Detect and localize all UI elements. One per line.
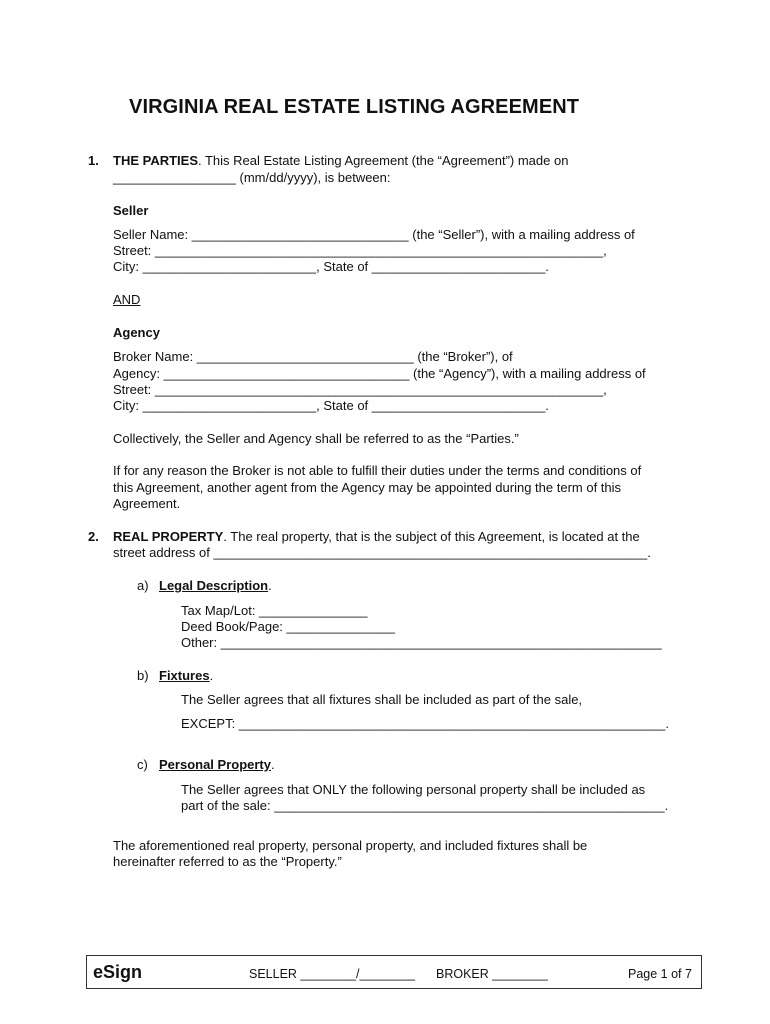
document-title: VIRGINIA REAL ESTATE LISTING AGREEMENT	[129, 96, 580, 118]
agency-heading: Agency	[113, 325, 160, 340]
legal-description-period: .	[268, 578, 272, 593]
fixtures-heading	[159, 668, 213, 684]
broker-substitution-line-1: If for any reason the Broker is not able to fulfill their duties under the terms and conditions of	[113, 463, 642, 478]
broker-substitution-line-2: this Agreement, another agent from the Agency may be appointed during the term of this	[113, 480, 622, 495]
other-description-field[interactable]: Other: _____________________________________________________________	[181, 635, 662, 650]
legal-description-label: Legal Description	[159, 578, 269, 593]
property-definition-line-2: hereinafter referred to as the “Property.”	[113, 854, 342, 869]
agreement-date-field[interactable]: _________________ (mm/dd/yyyy), is between:	[113, 170, 391, 185]
page-number: Page 1 of 7	[628, 967, 692, 981]
section-2-number: 2.	[88, 529, 99, 544]
seller-street-field[interactable]: Street: ______________________________________________________________,	[113, 243, 607, 258]
property-address-field[interactable]: street address of ____________________________________________________________.	[113, 545, 651, 560]
personal-property-field[interactable]: part of the sale: ______________________________________________________.	[181, 798, 669, 813]
personal-property-label: Personal Property	[159, 757, 271, 772]
subsection-a-marker: a)	[137, 578, 149, 593]
subsection-c-marker: c)	[137, 757, 148, 772]
seller-city-state-field[interactable]: City: ________________________, State of ________________________.	[113, 259, 549, 274]
deed-book-page-field[interactable]: Deed Book/Page: _______________	[181, 619, 395, 634]
agency-city-state-field[interactable]: City: ________________________, State of ________________________.	[113, 398, 549, 413]
seller-initials-field[interactable]: SELLER ________/________	[249, 967, 416, 981]
section-1-intro	[113, 153, 568, 169]
and-separator: AND	[113, 292, 141, 307]
personal-property-heading	[159, 757, 275, 773]
parties-definition: Collectively, the Seller and Agency shall be referred to as the “Parties.”	[113, 431, 519, 446]
section-1-heading: THE PARTIES	[113, 153, 198, 168]
esign-logo: eSign	[93, 962, 143, 982]
fixtures-except-field[interactable]: EXCEPT: ___________________________________________________________.	[181, 716, 669, 731]
legal-description-heading	[159, 578, 272, 594]
fixtures-label: Fixtures	[159, 668, 210, 683]
seller-name-field[interactable]: Seller Name: ______________________________ (the “Seller”), with a mailing address of	[113, 227, 635, 242]
broker-name-field[interactable]: Broker Name: ______________________________ (the “Broker”), of	[113, 349, 513, 364]
personal-property-text: The Seller agrees that ONLY the following personal property shall be included as	[181, 782, 646, 797]
agency-name-field[interactable]: Agency: __________________________________ (the “Agency”), with a mailing address of	[113, 366, 646, 381]
section-2-heading: REAL PROPERTY	[113, 529, 224, 544]
personal-property-period: .	[271, 757, 275, 772]
fixtures-period: .	[209, 668, 214, 683]
section-2-intro-text: . The real property, that is the subject of this Agreement, is located at the	[223, 529, 640, 544]
seller-heading: Seller	[113, 203, 149, 218]
section-1-number: 1.	[88, 153, 99, 168]
agency-street-field[interactable]: Street: ______________________________________________________________,	[113, 382, 607, 397]
fixtures-text: The Seller agrees that all fixtures shall be included as part of the sale,	[181, 692, 583, 707]
page-footer	[86, 955, 702, 989]
subsection-b-marker: b)	[137, 668, 149, 683]
broker-initials-field[interactable]: BROKER ________	[436, 967, 548, 981]
property-definition-line-1: The aforementioned real property, personal property, and included fixtures shall be	[113, 838, 588, 853]
section-2-intro	[113, 529, 640, 545]
tax-map-lot-field[interactable]: Tax Map/Lot: _______________	[181, 603, 368, 618]
section-1-intro-text: . This Real Estate Listing Agreement (the “Agreement”) made on	[198, 153, 569, 168]
broker-substitution-line-3: Agreement.	[113, 496, 181, 511]
